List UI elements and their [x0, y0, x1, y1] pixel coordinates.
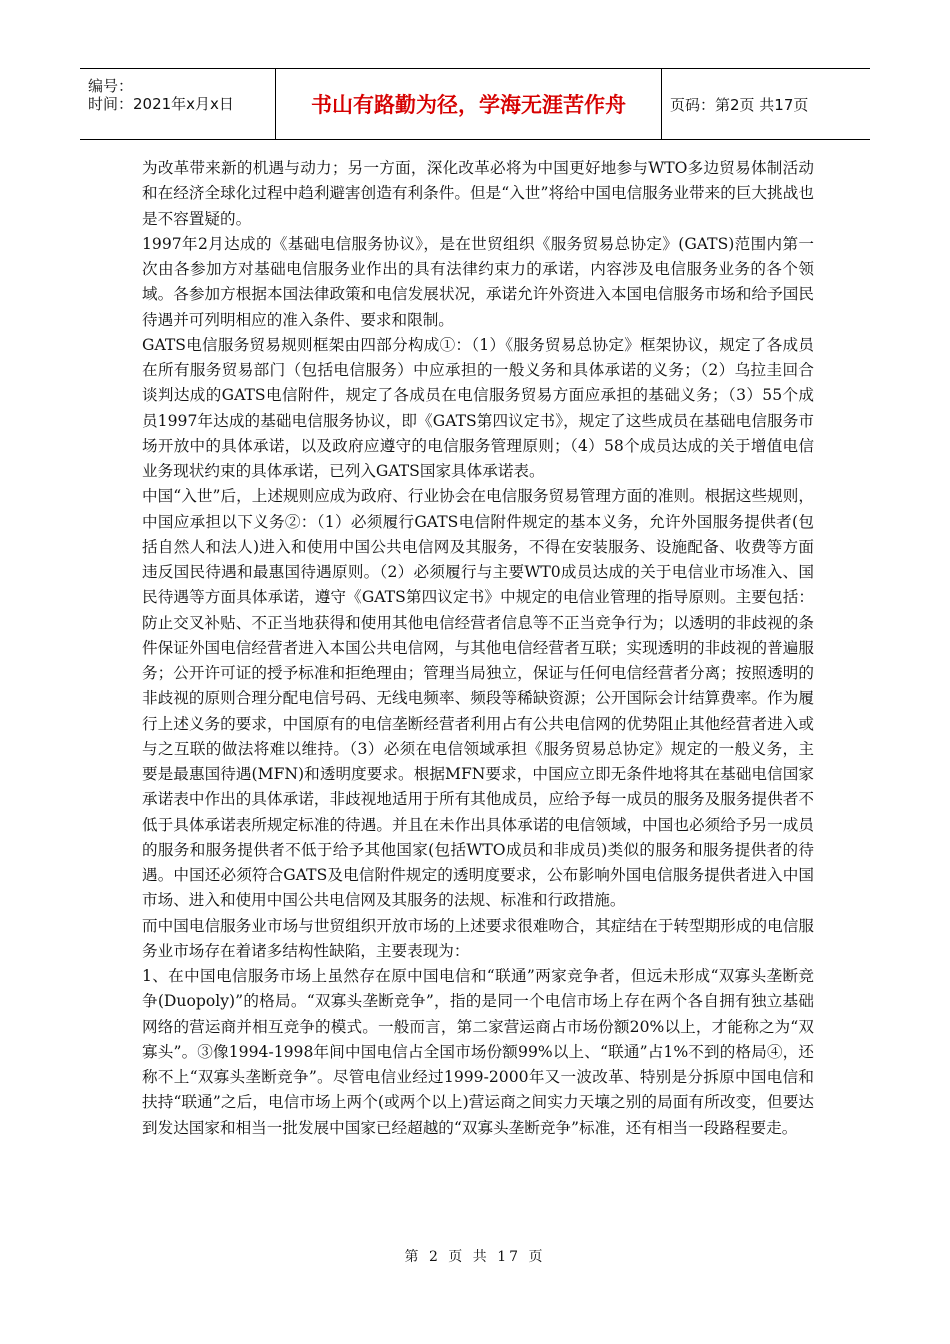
document-body: [142, 156, 814, 1141]
paragraph: GATS电信服务贸易规则框架由四部分构成①：（1）《服务贸易总协定》框架协议，规定了各成员在所有服务贸易部门（包括电信服务）中应承担的一般义务和具体承诺的义务；（2）乌拉圭回合谈判达成的GATS电信附件，规定了各成员在电信服务贸易方面应承担的基础义务；（3）55个成员1997年达成的基础电信服务协议，即《GATS第四议定书》，规定了这些成员在基础电信服务市场开放中的具体承诺，以及政府应遵守的电信服务管理原则；（4）58个成员达成的关于增值电信业务现状约束的具体承诺，已列入GATS国家具体承诺表。: [142, 335, 814, 480]
paragraph: 1997年2月达成的《基础电信服务协议》，是在世贸组织《服务贸易总协定》(GATS)范围内第一次由各参加方对基础电信服务业作出的具有法律约束力的承诺，内容涉及电信服务业务的各个领域。各参加方根据本国法律政策和电信发展状况，承诺允许外资进入本国电信服务市场和给予国民待遇并可列明相应的准入条件、要求和限制。: [142, 234, 814, 329]
header-meta-cell: [80, 69, 276, 139]
paragraph: 而中国电信服务业市场与世贸组织开放市场的上述要求很难吻合，其症结在于转型期形成的电信服务业市场存在着诸多结构性缺陷，主要表现为：: [142, 916, 814, 960]
paragraph: 为改革带来新的机遇与动力；另一方面，深化改革必将为中国更好地参与WTO多边贸易体制活动和在经济全球化过程中趋利避害创造有利条件。但是“入世”将给中国电信服务业带来的巨大挑战也是不容置疑的。: [142, 159, 814, 228]
header-page-info: 页码：第2页 共17页: [670, 95, 809, 114]
document-number-label: 编号：: [88, 77, 134, 95]
paragraph: 1、在中国电信服务市场上虽然存在原中国电信和“联通”两家竞争者，但远未形成“双寡头垄断竞争(Duopoly)”的格局。“双寡头垄断竞争”，指的是同一个电信市场上存在两个各自拥有独立基础网络的营运商并相互竞争的模式。一般而言，第二家营运商占市场份额20%以上，才能称之为“双寡头”。③像1994-1998年间中国电信占全国市场份额99%以上、“联通”占1%不到的格局④，还称不上“双寡头垄断竞争”。尽管电信业经过1999-2000年又一波改革、特别是分拆原中国电信和扶持“联通”之后，电信市场上两个(或两个以上)营运商之间实力天壤之别的局面有所改变，但要达到发达国家和相当一批发展中国家已经超越的“双寡头垄断竞争”标准，还有相当一段路程要走。: [142, 967, 814, 1137]
paragraph: 中国“入世”后，上述规则应成为政府、行业协会在电信服务贸易管理方面的准则。根据这些规则，中国应承担以下义务②：（1）必须履行GATS电信附件规定的基本义务，允许外国服务提供者(包括自然人和法人)进入和使用中国公共电信网及其服务，不得在安装服务、设施配备、收费等方面违反国民待遇和最惠国待遇原则。（2）必须履行与主要WT0成员达成的关于电信业市场准入、国民待遇等方面具体承诺，遵守《GATS第四议定书》中规定的电信业管理的指导原则。主要包括：防止交叉补贴、不正当地获得和使用其他电信经营者信息等不正当竞争行为；以透明的非歧视的条件保证外国电信经营者进入本国公共电信网，与其他电信经营者互联；实现透明的非歧视的普遍服务；公开许可证的授予标准和拒绝理由；管理当局独立，保证与任何电信经营者分离；按照透明的非歧视的原则合理分配电信号码、无线电频率、频段等稀缺资源；公开国际会计结算费率。作为履行上述义务的要求，中国原有的电信垄断经营者利用占有公共电信网的优势阻止其他经营者进入或与之互联的做法将难以维持。（3）必须在电信领域承担《服务贸易总协定》规定的一般义务，主要是最惠国待遇(MFN)和透明度要求。根据MFN要求，中国应立即无条件地将其在基础电信国家承诺表中作出的具体承诺，非歧视地适用于所有其他成员，应给予每一成员的服务及服务提供者不低于具体承诺表所规定标准的待遇。并且在未作出具体承诺的电信领域，中国也必须给予另一成员的服务和服务提供者不低于给予其他国家(包括WTO成员和非成员)类似的服务和服务提供者的待遇。中国还必须符合GATS及电信附件规定的透明度要求，公布影响外国电信服务提供者进入中国市场、进入和使用中国公共电信网及其服务的法规、标准和行政措施。: [142, 487, 814, 910]
header-motto: 书山有路勤为径，学海无涯苦作舟: [276, 69, 662, 139]
document-date-label: 时间：2021年x月x日: [88, 95, 234, 113]
page-header: [80, 68, 870, 140]
page-footer: 第 2 页 共 17 页: [404, 1249, 546, 1265]
